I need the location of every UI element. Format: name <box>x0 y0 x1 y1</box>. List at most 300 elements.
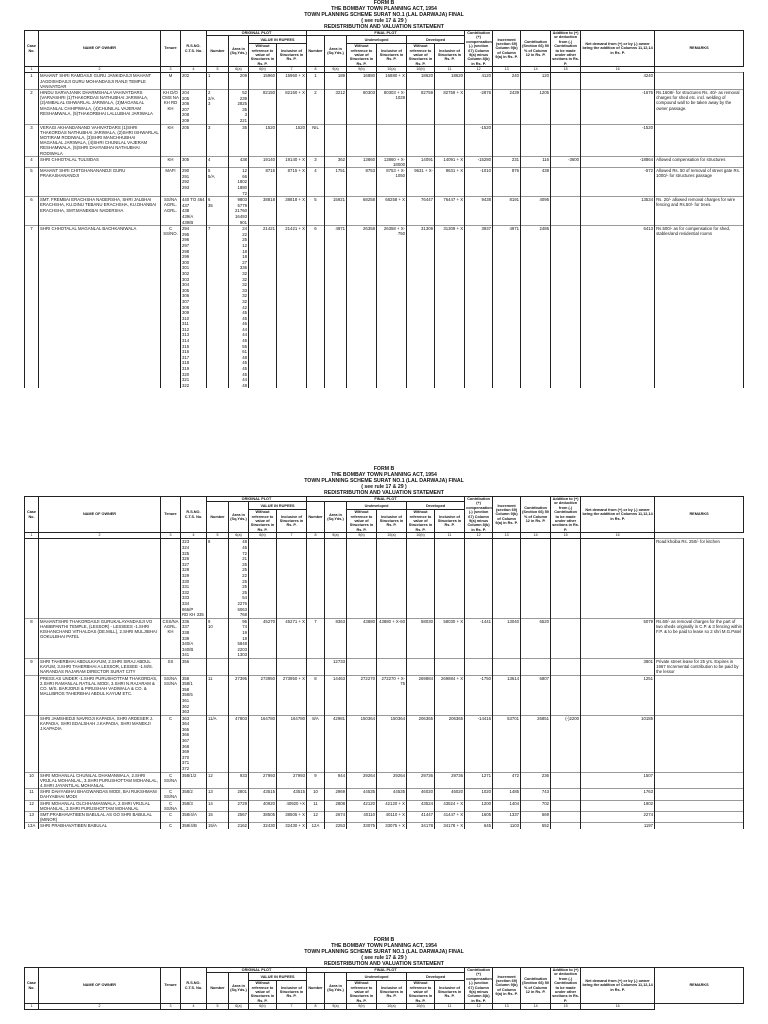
case-no: 13 <box>25 812 39 823</box>
owner-name: MAHANT SHRI RAMDASJI GURU JANKIDASJI MAHANT JAGDISHDASJI GURU MOHANDASJI RANJI TEMPLE VANIVATDAR <box>39 73 161 90</box>
developed-inclusive <box>435 539 465 618</box>
column-number: 14 <box>521 533 551 539</box>
final-plot-number: NIL <box>307 124 325 156</box>
contribution-compensation: -14416 <box>465 715 493 772</box>
final-plot-area: 15921 <box>325 197 347 226</box>
column-number: 2 <box>39 1004 161 1010</box>
rs-number-line: 324 <box>182 545 190 551</box>
remarks <box>655 715 744 772</box>
plot-area-line: 25 <box>242 589 247 595</box>
column-number: 7 <box>277 533 307 539</box>
final-plot-number: 11 <box>307 800 325 811</box>
plot-area-line: 42 <box>242 304 247 310</box>
column-number: 13 <box>493 533 521 539</box>
value-without-structures: 8715 <box>249 168 277 197</box>
increment: 472 <box>493 772 521 789</box>
contribution-sec66: 6520 <box>521 618 551 658</box>
plot-area-line: 9803 <box>237 197 247 203</box>
act-title: THE BOMBAY TOWN PLANNING ACT, 1954 <box>331 943 437 949</box>
addition-deduction <box>551 124 581 156</box>
valuation-table <box>24 496 744 829</box>
increment: 8191 <box>493 197 521 226</box>
col-undev-inclusive: Inclusive of Structures in Rs. P. <box>377 510 407 533</box>
plot-area-line: 3 <box>244 112 247 118</box>
undeveloped-without: 80303 <box>347 90 377 125</box>
column-number: 12 <box>465 533 493 539</box>
plot-area <box>229 823 249 829</box>
valuation-table <box>24 967 744 1010</box>
rule-note: ( see rule 17 & 29 ) <box>361 484 407 490</box>
column-number: 6(a) <box>229 533 249 539</box>
contribution-compensation: -15280 <box>465 156 493 167</box>
plot-number <box>207 772 229 789</box>
tenure: C <box>161 823 181 829</box>
undeveloped-inclusive: 26358 + X-750 <box>377 226 407 389</box>
net-demand: -18864 <box>581 156 655 167</box>
developed-without: 14091 <box>407 156 435 167</box>
plot-number-line: 7 <box>208 226 211 232</box>
rs-number-line: 313 <box>182 332 190 338</box>
net-demand <box>581 539 655 618</box>
rs-number-line: 365 <box>182 726 190 732</box>
final-plot-area: 42981 <box>325 715 347 772</box>
developed-inclusive: 9631 + X <box>435 168 465 197</box>
plot-area-line: 74 <box>242 624 247 630</box>
owner-name: SHRI CHHOTALAL MAGANLAL BACHKANIWALA <box>39 226 161 389</box>
col-remarks: REMARKS <box>655 31 744 67</box>
final-plot-number: 3 <box>307 156 325 167</box>
column-number: 10(b) <box>407 67 435 73</box>
column-number: 11 <box>435 533 465 539</box>
remarks: Rs.1608/- for structures Rs. 40/- as removal charges for shed etc. incl. welding of compound wall to be taken away by the owner passage. <box>655 90 744 125</box>
tenure: CSS/NA AGRL. KH <box>161 618 181 658</box>
value-inclusive: 40920 +X <box>277 800 307 811</box>
rs-number-line: 306 <box>182 293 190 299</box>
rs-number-line: 311 <box>182 321 189 327</box>
column-number: 9(a) <box>325 533 347 539</box>
rs-number <box>181 90 207 125</box>
final-plot-area <box>325 539 347 618</box>
col-inclusive: Inclusive of Structures in Rs. P. <box>277 510 307 533</box>
tenure: KH <box>161 124 181 156</box>
owner-name: SHRI JAMSHEDJI NAVROJI KAPADIA, SHRI ARDESER J. KAPADIA, SHRI EDALSHAH J.KAPADIA, SHRI MANEKJI J.KAPADIA <box>39 715 161 772</box>
table-row <box>25 675 744 715</box>
column-number: 5 <box>207 1004 229 1010</box>
plot-area <box>229 675 249 715</box>
value-inclusive: 38818 + X <box>277 197 307 226</box>
increment <box>493 539 521 618</box>
col-without-ref: Without reference to value of Structures in Rs. P. <box>249 44 277 67</box>
plot-number <box>207 124 229 156</box>
contribution-compensation: 1200 <box>465 800 493 811</box>
undeveloped-without: 40110 <box>347 812 377 823</box>
plot-area-line: 19 <box>242 629 247 635</box>
tenure: C <box>161 812 181 823</box>
rs-number-line: 363 <box>182 709 190 715</box>
rs-number-line: 304 <box>182 282 190 288</box>
rs-number-line: 325 <box>182 550 190 556</box>
tenure: C SS/NA <box>161 800 181 811</box>
column-number: 13 <box>493 1004 521 1010</box>
rs-number-line: 358/4/A <box>182 812 197 818</box>
value-without-structures: 32430 <box>249 823 277 829</box>
rs-number-line: 322 <box>182 382 190 388</box>
plot-area-line: 5779 <box>237 202 247 208</box>
value-inclusive: 273950 + X <box>277 675 307 715</box>
column-number: 6(b) <box>249 67 277 73</box>
col-without-ref: Without reference to value of Structures in Rs. P. <box>249 510 277 533</box>
plot-area-line: 21 <box>242 556 247 562</box>
developed-inclusive: 269884 + X <box>435 675 465 715</box>
undeveloped-without <box>347 658 377 675</box>
owner-name: SHRI CHHOTALAL TULSIDAS <box>39 156 161 167</box>
plot-number-line: 5/A <box>208 173 215 179</box>
column-number: 3 <box>161 1004 181 1010</box>
table-row <box>25 73 744 90</box>
table-row <box>25 772 744 789</box>
contribution-sec66: 4095 <box>521 197 551 226</box>
column-number: 4 <box>181 533 207 539</box>
contribution-compensation: 9438 <box>465 197 493 226</box>
plot-area-line: 1802 <box>237 179 247 185</box>
tenure <box>161 539 181 618</box>
remarks <box>655 675 744 715</box>
col-contrib-sec66: Contribution (Section 66) 50 % of Column 12 in Rs. P. <box>521 497 551 533</box>
column-number: 9(a) <box>325 1004 347 1010</box>
plot-area-line: 21760 <box>235 208 247 214</box>
plot-area-line: 45 <box>242 360 247 366</box>
case-no: 9 <box>25 658 39 675</box>
undeveloped-inclusive: 43880 + X-60 <box>377 618 407 658</box>
contribution-sec66: 1205 <box>521 90 551 125</box>
plot-area-line: 2276 <box>237 600 247 606</box>
developed-without: 43524 <box>407 800 435 811</box>
col-undeveloped: Undeveloped <box>347 973 407 981</box>
developed-inclusive: 14091 + X <box>435 156 465 167</box>
final-plot-area <box>325 124 347 156</box>
plot-area-line: 27395 <box>235 675 247 681</box>
plot-area-line: 33 <box>242 287 247 293</box>
value-without-structures: 1520 <box>249 124 277 156</box>
value-without-structures: 82150 <box>249 90 277 125</box>
rs-number <box>181 156 207 167</box>
plot-area-line: 12 <box>242 168 247 174</box>
column-number: 10(a) <box>377 533 407 539</box>
col-undeveloped: Undeveloped <box>347 502 407 510</box>
col-contribution: Contribution (+) compensation (-) (section 67) Column 9(a) minus Column 8(b) in Rs. P. <box>466 968 492 1003</box>
value-without-structures <box>249 539 277 618</box>
plot-number-line: 1 <box>208 73 211 79</box>
rs-number-line: 296 <box>182 237 190 243</box>
table-row <box>25 715 744 772</box>
addition-deduction <box>551 90 581 125</box>
plot-number <box>207 715 229 772</box>
plot-area-line: 32 <box>242 293 247 299</box>
developed-inclusive: 18620 <box>435 73 465 90</box>
rs-number-line: 337 <box>182 624 190 630</box>
contribution-sec66: 702 <box>521 800 551 811</box>
addition-deduction <box>551 197 581 226</box>
plot-area-line: 32 <box>242 298 247 304</box>
contribution-compensation: -1010 <box>465 168 493 197</box>
plot-number <box>207 156 229 167</box>
column-number: 2 <box>39 67 161 73</box>
rs-number-line: 341 <box>182 652 190 658</box>
plot-area-line: 44 <box>242 332 247 338</box>
increment: 1404 <box>493 800 521 811</box>
plot-area-line: 768 <box>239 612 247 618</box>
rs-number-line: 293 <box>182 185 190 191</box>
act-title: THE BOMBAY TOWN PLANNING ACT, 1954 <box>331 6 437 12</box>
column-number: 8 <box>307 1004 325 1010</box>
col-value: VALUE IN RUPEES <box>249 502 307 510</box>
plot-number-line: 15/A <box>208 823 217 829</box>
plot-area-line: 32 <box>242 276 247 282</box>
rs-number <box>181 823 207 829</box>
undeveloped-without: 13860 <box>347 156 377 167</box>
contribution-compensation <box>465 658 493 675</box>
rs-number-line: 297 <box>182 242 190 248</box>
column-number: 3 <box>161 67 181 73</box>
rs-number-line: 320 <box>182 371 190 377</box>
contribution-compensation <box>465 539 493 618</box>
plot-area <box>229 658 249 675</box>
remarks <box>655 812 744 823</box>
plot-number <box>207 168 229 197</box>
table-row <box>25 90 744 125</box>
column-number: 3 <box>161 533 181 539</box>
case-no <box>25 715 39 772</box>
undeveloped-without: 33075 <box>347 823 377 829</box>
col-case-no: Case No. <box>25 968 39 1004</box>
col-addition: Addition to (+) or deduction from (-) Contribution to be made under other sections in Rs. P. <box>552 31 579 66</box>
value-without-structures: 40920 <box>249 800 277 811</box>
rs-number <box>181 789 207 800</box>
column-number: 15 <box>551 67 581 73</box>
owner-name: SMT.PRABHAVATIBEN BABULAL AS GO SHRI BABULAL (MINOR) <box>39 812 161 823</box>
rs-number-line: 440 TO 464 <box>182 197 205 203</box>
case-no: 2 <box>25 90 39 125</box>
rs-number-line: 331 <box>182 584 190 590</box>
col-increment: Increment (section 69) Column 9(b) of Column 9(a) in Rs. P. <box>493 497 521 533</box>
plot-area-line: 438 <box>239 156 247 162</box>
column-number: 6(b) <box>249 1004 277 1010</box>
column-number: 12 <box>465 1004 493 1010</box>
plot-area-line: 1880 <box>237 185 247 191</box>
column-number: 9(b) <box>347 1004 377 1010</box>
undeveloped-inclusive <box>377 124 407 156</box>
plot-area-line: 24 <box>242 226 247 232</box>
developed-without <box>407 124 435 156</box>
column-number: 15 <box>551 1004 581 1010</box>
rs-number-line: RD KH 335 <box>182 612 204 618</box>
plot-number <box>207 197 229 226</box>
form-title-line: FORM B <box>373 466 395 472</box>
contribution-sec66 <box>521 539 551 618</box>
rs-number-line: 202 <box>182 73 190 79</box>
rs-number-line: 368 <box>182 743 190 749</box>
addition-deduction: -3600 <box>551 156 581 167</box>
contribution-compensation: 645 <box>465 823 493 829</box>
value-inclusive: 164780 <box>277 715 307 772</box>
plot-area-line: 12 <box>242 242 247 248</box>
rs-number-line: 340/B <box>182 646 194 652</box>
value-inclusive: 45271 + X <box>277 618 307 658</box>
plot-number-line: 12 <box>208 772 213 778</box>
contribution-sec66: 6807 <box>521 675 551 715</box>
col-tenure: Tenure <box>161 31 181 67</box>
rs-number-line: 318 <box>182 360 190 366</box>
contribution-sec66: 438 <box>521 168 551 197</box>
rs-number-line: 361 <box>182 697 190 703</box>
rs-number-line: 302 <box>182 270 190 276</box>
plot-number <box>207 789 229 800</box>
rs-number-line: 366 <box>182 732 190 738</box>
column-number: 9(b) <box>347 533 377 539</box>
column-number: 12 <box>465 67 493 73</box>
col-tenure: Tenure <box>161 497 181 533</box>
owner-name: SHRI PRABHAVATIBEN BABULAL <box>39 823 161 829</box>
plot-area-line: 32 <box>242 282 247 288</box>
plot-area <box>229 539 249 618</box>
plot-area-line: 45 <box>242 366 247 372</box>
col-contribution: Contribution (+) compensation (-) (section 67) Column 9(a) minus Column 8(b) in Rs. P. <box>466 497 492 532</box>
rs-number-line: 358/1/2 <box>182 772 197 778</box>
remarks: Allowed compensation for structures <box>655 156 744 167</box>
rs-number-line: 437 <box>182 202 190 208</box>
tenure: SS/NA AGRL. AGRL. <box>161 197 181 226</box>
table-row <box>25 168 744 197</box>
plot-area-line: 239 <box>239 95 247 101</box>
plot-area-line: 72 <box>242 550 247 556</box>
col-contrib-sec66: Contribution (Section 66) 50 % of Column 12 in Rs. P. <box>521 968 551 1004</box>
plot-number-line: 2/A <box>208 95 215 101</box>
col-developed: Developed <box>407 502 465 510</box>
net-demand: -1676 <box>581 90 655 125</box>
rs-number <box>181 772 207 789</box>
col-addition: Addition to (+) or deduction from (-) Contribution to be made under other sections in Rs. P. <box>552 497 579 532</box>
rs-number-line: 323 <box>182 539 190 545</box>
contribution-sec66: 552 <box>521 823 551 829</box>
plot-area-line: 52 <box>242 90 247 96</box>
col-undev-without: Without reference to value of Structures in Rs. P. <box>347 44 377 67</box>
col-contribution: Contribution (+) compensation (-) (section 67) Column 9(a) minus Column 8(b) in Rs. P. <box>466 31 492 66</box>
col-area: Area in (Sq.Yds.) <box>229 502 249 533</box>
col-contrib-sec66: Contribution (Section 66) 50 % of Column 12 in Rs. P. <box>521 31 551 67</box>
plot-number <box>207 675 229 715</box>
col-undev-inclusive: Inclusive of Structures in Rs. P. <box>377 44 407 67</box>
col-final-number: Number <box>307 36 325 67</box>
contribution-sec66 <box>521 658 551 675</box>
rs-number-line: 305 <box>182 156 190 162</box>
final-plot-area: 2674 <box>325 812 347 823</box>
net-demand: 13534 <box>581 197 655 226</box>
developed-inclusive <box>435 124 465 156</box>
col-final-number: Number <box>307 502 325 533</box>
tenure: MAFI <box>161 168 181 197</box>
value-inclusive <box>277 539 307 618</box>
tenure: C <box>161 715 181 772</box>
rs-number-line: 327 <box>182 561 190 567</box>
rs-number-line: 315 <box>182 343 190 349</box>
rs-number-line: 358/3 <box>182 800 193 806</box>
plot-area-line: 2825 <box>237 101 247 107</box>
case-no: 10 <box>25 772 39 789</box>
col-increment: Increment (section 69) Column 9(b) of Column 9(a) in Rs. P. <box>493 968 521 1004</box>
rs-number-line: 362 <box>182 703 190 709</box>
case-no: 4 <box>25 156 39 167</box>
final-plot-area: 8363 <box>325 618 347 658</box>
remarks <box>655 124 744 156</box>
addition-deduction <box>551 772 581 789</box>
plot-number-line: 15 <box>208 812 213 818</box>
column-number: 7 <box>277 1004 307 1010</box>
undeveloped-inclusive: 29264 <box>377 772 407 789</box>
plot-area <box>229 618 249 658</box>
rs-number-line: 372 <box>182 766 190 772</box>
net-demand: -572 <box>581 168 655 197</box>
undeveloped-without: 8753 <box>347 168 377 197</box>
rs-number-line: 300 <box>182 259 190 265</box>
col-original-plot: ORIGINAL PLOT <box>207 497 307 502</box>
column-number: 5 <box>207 533 229 539</box>
plot-area <box>229 90 249 125</box>
plot-area <box>229 226 249 389</box>
case-no: 1 <box>25 73 39 90</box>
developed-inclusive: 46020 <box>435 789 465 800</box>
remarks <box>655 823 744 829</box>
remarks: Road khoiba Rs. 250/- for kitchen <box>655 539 744 618</box>
rs-number-line: 205 <box>182 95 190 101</box>
plot-area-line: 1303 <box>237 652 247 658</box>
rs-number-line: 206 <box>182 101 190 107</box>
form-header <box>0 937 768 967</box>
undeveloped-inclusive: 44535 <box>377 789 407 800</box>
rs-number-line: 866/P <box>182 606 194 612</box>
developed-without: 206365 <box>407 715 435 772</box>
rs-number-line: 336 <box>182 618 190 624</box>
final-plot-number: 2 <box>307 90 325 125</box>
plot-number <box>207 539 229 618</box>
value-inclusive: 43515 <box>277 789 307 800</box>
plot-area <box>229 168 249 197</box>
value-inclusive: 15960 + X <box>277 73 307 90</box>
final-plot-number <box>307 539 325 618</box>
plot-area-line: 18 <box>242 254 247 260</box>
contribution-compensation: -1750 <box>465 675 493 715</box>
developed-without: 46020 <box>407 789 435 800</box>
column-number: 16 <box>581 533 655 539</box>
rs-number-line: 314 <box>182 338 190 344</box>
undeveloped-without <box>347 124 377 156</box>
rs-number-line: 205 <box>182 124 190 130</box>
col-final-plot: FINAL PLOT <box>307 31 465 36</box>
plot-area-line: 2203 <box>237 646 247 652</box>
net-demand: 2274 <box>581 812 655 823</box>
addition-deduction <box>551 73 581 90</box>
value-without-structures: 273950 <box>249 675 277 715</box>
rs-number-line: 329 <box>182 573 190 579</box>
rs-number-line: 295 <box>182 231 190 237</box>
increment: 1337 <box>493 812 521 823</box>
col-addition: Addition to (+) or deduction from (-) Contribution to be made under other sections in Rs. P. <box>552 968 579 1003</box>
developed-inclusive: 76447 + X <box>435 197 465 226</box>
plot-area-line: 16493 <box>235 214 247 219</box>
plot-area-line: 46 <box>242 321 247 327</box>
col-net-demand: Net demand from (+) or by (-) owner being the addition of Columns 11,12,14 in Rs. P. <box>581 497 655 533</box>
value-without-structures: 38505 <box>249 812 277 823</box>
rs-number-line: 333 <box>182 595 190 601</box>
